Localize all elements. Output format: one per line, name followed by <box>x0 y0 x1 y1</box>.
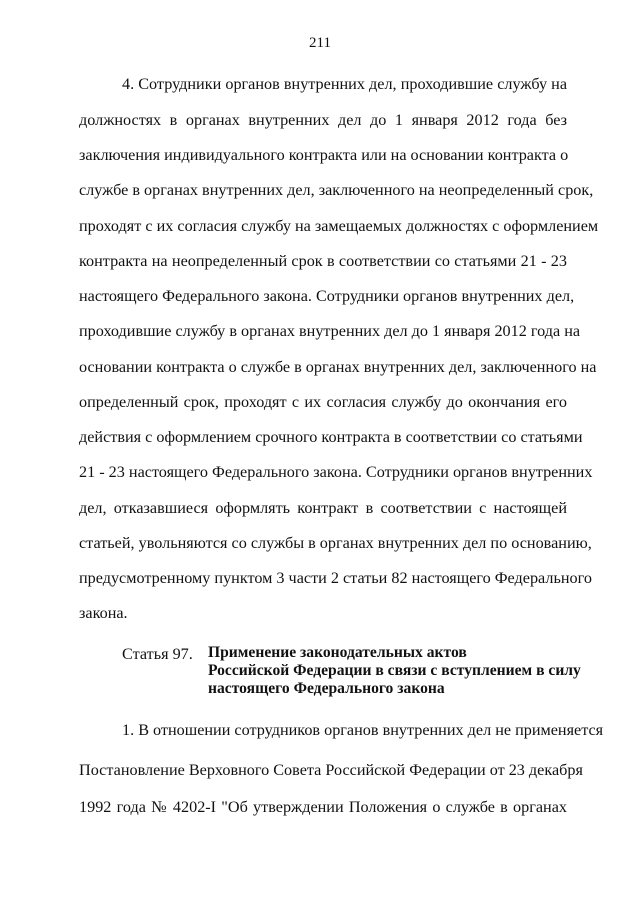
text-line: дел, отказавшиеся оформлять контракт в соответствии с настоящей <box>79 499 567 517</box>
article-title <box>208 644 581 698</box>
text-line: проходят с их согласия службу на замещаемых должностях с оформлением <box>79 217 599 235</box>
text-line: 1992 года № 4202-I "Об утверждении Положения о службе в органах <box>79 798 567 816</box>
text-line: предусмотренному пунктом 3 части 2 статьи 82 настоящего Федерального <box>79 569 592 587</box>
text-line: настоящего Федерального закона. Сотрудники органов внутренних дел, <box>79 287 575 305</box>
article-title-line: Применение законодательных актов <box>208 644 467 661</box>
page-number: 211 <box>309 35 331 51</box>
text-line: должностях в органах внутренних дел до 1 января 2012 года без <box>79 111 567 129</box>
text-line: закона. <box>79 604 128 622</box>
text-line: 21 - 23 настоящего Федерального закона. Сотрудники органов внутренних <box>79 463 593 481</box>
article-number: Статья 97. <box>122 645 193 663</box>
text-line: действия с оформлением срочного контракта в соответствии со статьями <box>79 428 583 446</box>
text-line: заключения индивидуального контракта или на основании контракта о <box>79 146 569 164</box>
text-line: 4. Сотрудники органов внутренних дел, проходившие службу на <box>122 75 567 93</box>
text-line: статьей, увольняются со службы в органах внутренних дел по основанию, <box>79 534 592 552</box>
text-line: определенный срок, проходят с их согласия службу до окончания его <box>79 393 567 411</box>
text-line: службе в органах внутренних дел, заключенного на неопределенный срок, <box>79 181 594 199</box>
text-line: 1. В отношении сотрудников органов внутренних дел не применяется <box>122 721 604 739</box>
text-line: основании контракта о службе в органах внутренних дел, заключенного на <box>79 358 597 376</box>
text-line: Постановление Верховного Совета Российской Федерации от 23 декабря <box>79 761 583 779</box>
article-title-line: Российской Федерации в связи с вступлением в силу <box>208 662 581 679</box>
text-line: проходившие службу в органах внутренних дел до 1 января 2012 года на <box>79 322 581 340</box>
text-line: контракта на неопределенный срок в соответствии со статьями 21 - 23 <box>79 252 567 270</box>
article-title-line: настоящего Федерального закона <box>208 680 445 697</box>
